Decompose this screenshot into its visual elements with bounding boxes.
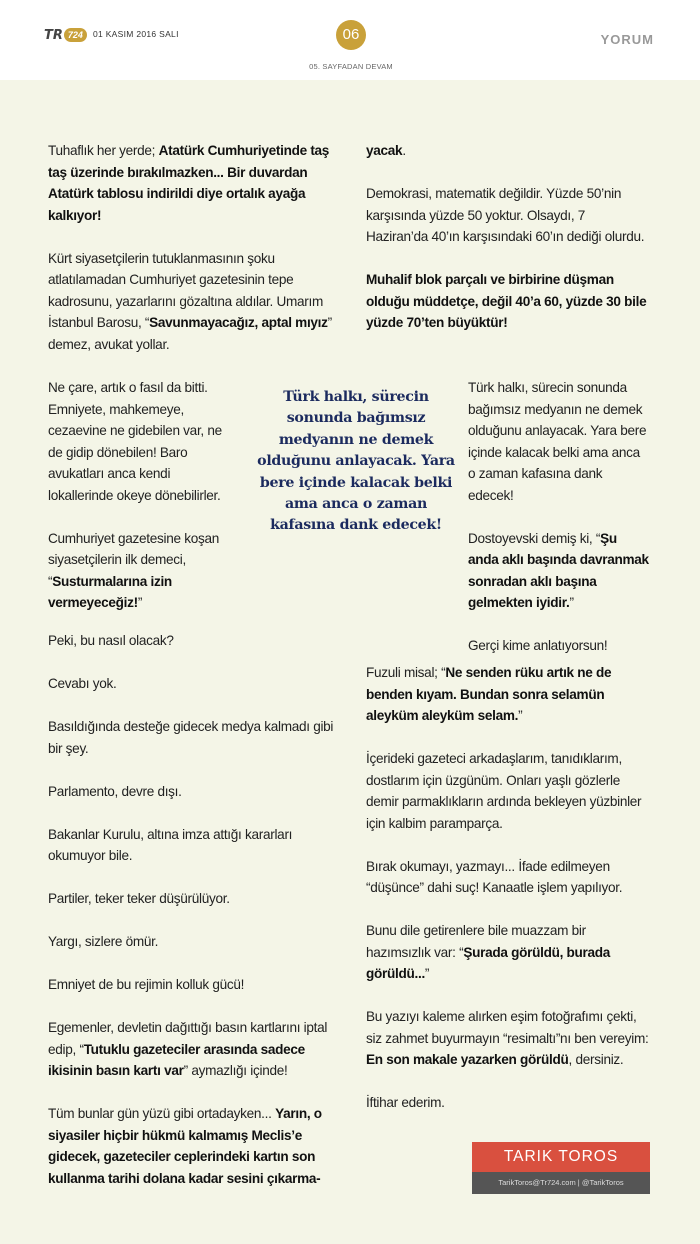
- paragraph: [48, 1103, 344, 1189]
- paragraph: [48, 824, 344, 867]
- tr724-logo: [44, 26, 87, 44]
- bold-text: Savunmayacağız, aptal mıyız: [149, 315, 328, 330]
- page-number-badge: 06: [336, 20, 366, 50]
- text-run: Peki, bu nasıl olacak?: [48, 633, 174, 648]
- text-run: , dersiniz.: [568, 1052, 624, 1067]
- text-run: Türk halkı, sürecin sonunda bağımsız medyanın ne demek olduğunu anlayacak. Yara bere içinde kalacak belki ama anca o zaman kafasına dank edecek!: [468, 380, 647, 503]
- text-run: ”: [569, 595, 574, 610]
- paragraph: [366, 1092, 650, 1114]
- article-column-left-bottom: [48, 630, 344, 1211]
- text-run: Bakanlar Kurulu, altına imza attığı kararları okumuyor bile.: [48, 826, 293, 863]
- text-run: Bunu dile getirenlere bile muazzam bir hazımsızlık var: “: [366, 923, 586, 960]
- paragraph: [48, 716, 344, 759]
- text-run: Fuzuli misal; “: [366, 665, 446, 680]
- text-run: Ne çare, artık o fasıl da bitti. Emniyete, mahkemeye, cezaevine ne gidebilen var, ne de gidip dönebilen! Baro avukatları anca kendi lokallerinde okeye dönebilirler.: [48, 380, 222, 503]
- text-run: ”: [424, 966, 430, 981]
- continued-from-note: 05. SAYFADAN DEVAM: [309, 62, 393, 71]
- bold-text: Şurada görüldü, burada görüldü...: [366, 944, 611, 981]
- author-box: [472, 1142, 650, 1194]
- paragraph: [468, 635, 650, 657]
- issue-date: 01 KASIM 2016 SALI: [93, 29, 179, 39]
- article-column-right-bottom: [366, 662, 650, 1135]
- text-run: Cevabı yok.: [48, 676, 117, 691]
- bold-text: Ne senden rüku artık ne de benden kıyam. Bundan sonra selamün aleyküm aleyküm selam.: [366, 665, 612, 723]
- text-run: Parlamento, devre dışı.: [48, 783, 182, 799]
- bold-text: Muhalif blok parçalı ve birbirine düşman olduğu müddetçe, değil 40’a 60, yüzde 30 bile yüzde 70’ten büyüktür!: [366, 272, 647, 330]
- paragraph: [366, 140, 650, 162]
- text-run: Gerçi kime anlatıyorsun!: [468, 638, 608, 653]
- logo-badge: 724: [64, 28, 87, 42]
- text-run: Dostoyevski demiş ki, “: [468, 530, 601, 546]
- text-run: Tüm bunlar gün yüzü gibi ortadayken...: [48, 1106, 276, 1121]
- article-column-left-top: [48, 140, 344, 377]
- bold-text: Susturmalarına izin vermeyeceğiz!: [48, 573, 172, 610]
- paragraph: [468, 528, 650, 614]
- text-run: ”: [137, 595, 143, 610]
- paragraph: [366, 1006, 650, 1071]
- paragraph: [48, 1017, 344, 1082]
- article-column-right-top: [366, 140, 650, 355]
- paragraph: [48, 140, 344, 226]
- paragraph: [366, 920, 650, 985]
- paragraph: [48, 248, 344, 356]
- text-run: Kürt siyasetçilerin tutuklanmasının şoku atlatılamadan Cumhuriyet gazetesinin tepe kadrosunu, yazarlarını gözaltına aldılar. Umarım İstanbul Barosu, “: [48, 250, 323, 330]
- paragraph: [366, 269, 650, 334]
- article-column-left-narrow: [48, 377, 236, 635]
- text-run: Basıldığında desteğe gidecek medya kalmadı gibi bir şey.: [48, 719, 334, 756]
- text-run: Yargı, sizlere ömür.: [48, 934, 159, 949]
- text-run: Bu yazıyı kaleme alırken eşim fotoğrafımı çekti, siz zahmet buyurmayın “resimaltı”nı ben vereyim:: [366, 1009, 649, 1046]
- bold-text: En son makale yazarken görüldü: [366, 1052, 569, 1067]
- bold-text: Atatürk Cumhuriyetinde taş taş üzerinde bırakılmazken... Bir duvardan Atatürk tablosu indirildi diye ortalık ayağa kalkıyor!: [48, 143, 330, 223]
- paragraph: [48, 630, 344, 652]
- text-run: Bırak okumayı, yazmayı... İfade edilmeyen “düşünce” dahi suç! Kanaatle işlem yapılıyor.: [366, 858, 623, 895]
- paragraph: [48, 781, 344, 803]
- text-run: İftihar ederim.: [366, 1095, 445, 1110]
- bold-text: yacak: [366, 143, 403, 158]
- bold-text: Tutuklu gazeteciler arasında sadece ikisinin basın kartı var: [48, 1041, 305, 1078]
- paragraph: [48, 888, 344, 910]
- pull-quote: Türk halkı, sürecin sonunda bağımsız medyanın ne demek olduğunu anlayacak. Yara bere içinde kalacak belki ama anca o zaman kafasına dank edecek!: [257, 389, 455, 534]
- text-run: .: [402, 143, 406, 158]
- author-name: TARIK TOROS: [472, 1142, 650, 1172]
- author-contact: TarikToros@Tr724.com | @TarikToros: [472, 1172, 650, 1194]
- paragraph: [468, 377, 650, 506]
- text-run: Partiler, teker teker düşürülüyor.: [48, 891, 230, 906]
- paragraph: [366, 662, 650, 727]
- paragraph: [48, 931, 344, 953]
- text-run: İçerideki gazeteci arkadaşlarım, tanıdıklarım, dostlarım için üzgünüm. Onları yaşlı gözlerle demir parmaklıkların ardında bekleyen yüzbinler için kalbim paramparça.: [366, 751, 642, 831]
- section-title: YORUM: [600, 32, 654, 47]
- text-run: ”: [518, 708, 523, 723]
- article-column-right-narrow: [468, 377, 650, 678]
- text-run: Tuhaflık her yerde;: [48, 143, 159, 158]
- text-run: ” aymazlığı içinde!: [183, 1063, 288, 1078]
- paragraph: [366, 748, 650, 834]
- bold-text: Şu anda aklı başında davranmak sonradan aklı başına gelmekten iyidir.: [468, 530, 649, 610]
- paragraph: [48, 974, 344, 996]
- paragraph: [48, 528, 236, 614]
- paragraph: [366, 856, 650, 899]
- text-run: Demokrasi, matematik değildir. Yüzde 50’nin karşısında yüzde 50 yoktur. Olsaydı, 7 Haziran’da 40’ın karşısındaki 60’ın dediği olurdu.: [366, 186, 645, 244]
- page-header: [0, 0, 700, 80]
- text-run: ” demez, avukat yollar.: [48, 315, 332, 352]
- paragraph: [48, 377, 236, 506]
- text-run: Emniyet de bu rejimin kolluk gücü!: [48, 977, 245, 992]
- paragraph: [366, 183, 650, 248]
- text-run: Cumhuriyet gazetesine koşan siyasetçilerin ilk demeci, “: [48, 530, 219, 589]
- bold-text: Yarın, o siyasiler hiçbir hükmü kalmamış Meclis’e gidecek, gazeteciler ceplerindeki kartın son kullanma tarihi dolana kadar sesini çıkarma-: [48, 1106, 322, 1186]
- text-run: Egemenler, devletin dağıttığı basın kartlarını iptal edip, “: [48, 1020, 328, 1057]
- logo-text: TR: [44, 27, 63, 43]
- paragraph: [48, 673, 344, 695]
